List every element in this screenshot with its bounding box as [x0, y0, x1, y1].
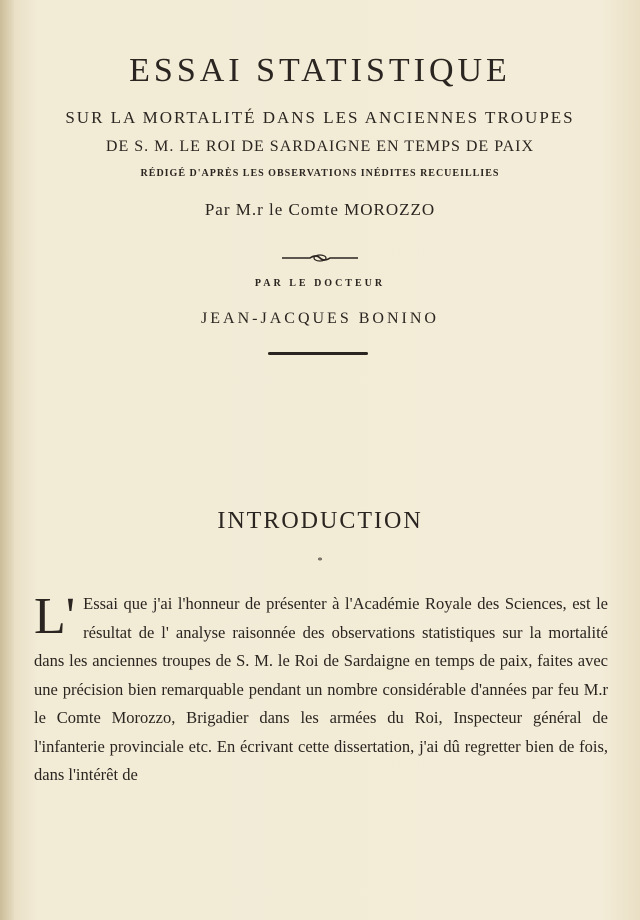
body-paragraph	[34, 590, 608, 790]
title-ornament	[0, 250, 640, 260]
section-title: INTRODUCTION	[217, 508, 423, 534]
ornament-divider-icon	[280, 253, 360, 263]
subtitle-line-1: SUR LA MORTALITÉ DANS LES ANCIENNES TROUPES	[65, 108, 575, 127]
par-le-docteur: PAR LE DOCTEUR	[254, 278, 386, 289]
subtitle-line-2: DE S. M. LE ROI DE SARDAIGNE EN TEMPS DE PAIX	[105, 138, 535, 155]
author-name: JEAN-JACQUES BONINO	[201, 310, 439, 327]
page-title: ESSAI STATISTIQUE	[129, 52, 511, 89]
by-line: Par M.r le Comte MOROZZO	[204, 200, 436, 219]
redige-line: RÉDIGÉ D'APRÈS LES OBSERVATIONS INÉDITES RECUEILLIES	[140, 168, 500, 179]
star-ornament: *	[317, 556, 323, 567]
drop-cap: L'	[34, 588, 76, 645]
section-rule	[268, 352, 368, 355]
body-text: Essai que j'ai l'honneur de présenter à l'Académie Royale des Sciences, est le résultat de l' analyse raisonnée des observations statistiques sur la mortalité dans les anciennes troupes de S. M. le Roi de Sardaigne en temps de paix, faites avec une précision bien remarquable pendant un nombre considérable d'années par feu M.r le Comte Morozzo, Brigadier dans les armées du Roi, Inspecteur général de l'infanterie provinciale etc. En écrivant cette dissertation, j'ai dû regretter bien de fois, dans l'intérêt de	[34, 594, 608, 784]
